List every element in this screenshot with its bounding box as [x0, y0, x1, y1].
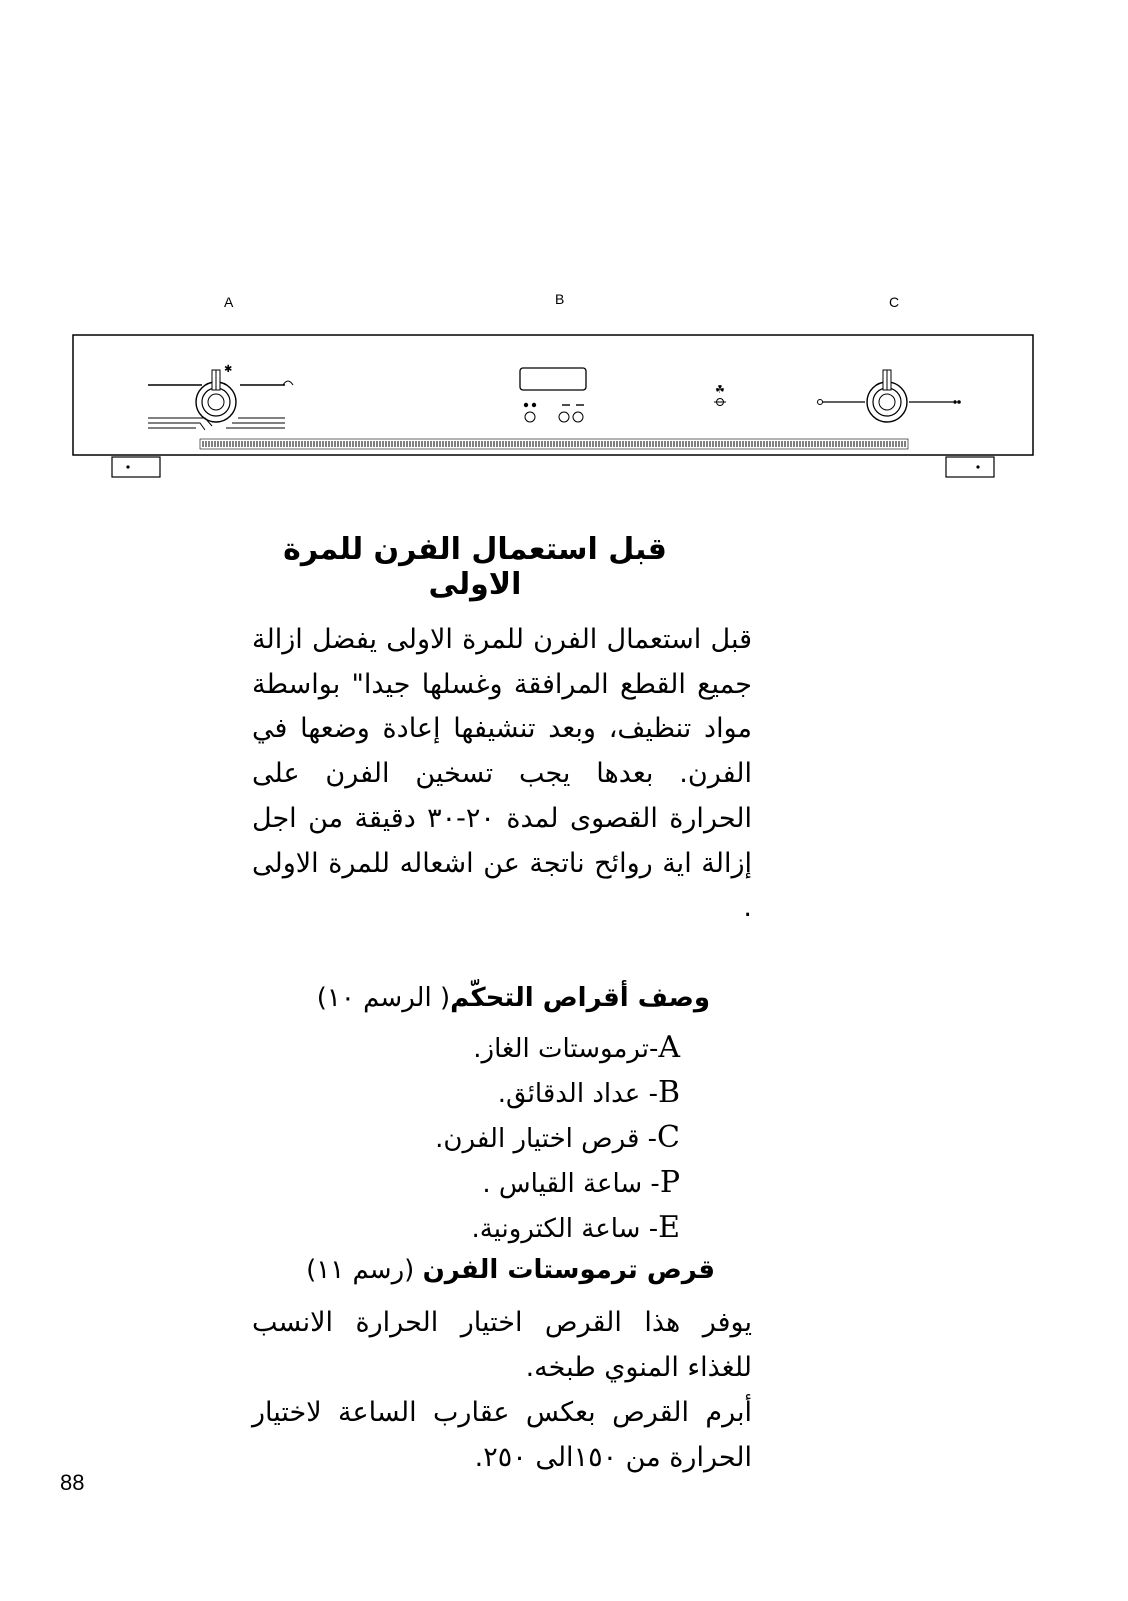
control-letter: B [657, 1075, 680, 1110]
svg-text:✱: ✱ [224, 364, 233, 375]
thermostat-heading [240, 1255, 715, 1285]
fan-symbol [714, 383, 726, 406]
control-letter: A [658, 1030, 680, 1065]
panel-body [73, 335, 1033, 455]
control-letter: C [657, 1120, 680, 1155]
control-letter: P [659, 1165, 680, 1200]
control-description: - عداد الدقائق. [497, 1079, 658, 1109]
controls-heading-title: وصف أقراص التحكّم [450, 983, 710, 1013]
panel-label-c: C [889, 294, 900, 310]
control-description: - ساعة القياس . [482, 1169, 660, 1199]
panel-label-b: B [555, 291, 565, 307]
thermostat-heading-ref: (رسم ١١) [306, 1255, 415, 1285]
panel-foot-left [112, 457, 160, 477]
control-description: - ساعة الكترونية. [471, 1214, 659, 1244]
thermostat-paragraph-1: يوفر هذا القرص اختيار الحرارة الانسب للغذاء المنوي طبخه. [252, 1307, 752, 1383]
control-item-c [260, 1120, 680, 1155]
page-heading: قبل استعمال الفرن للمرة الاولى [283, 532, 667, 602]
control-letter: E [658, 1210, 680, 1245]
panel-foot-right [946, 457, 994, 477]
control-item-p [260, 1165, 680, 1200]
knob-a-gas-thermostat [148, 364, 293, 430]
timer-b-display [520, 368, 586, 422]
controls-heading [240, 983, 710, 1013]
thermostat-paragraph-2: أبرم القرص بعكس عقارب الساعة لاختيار الحرارة من ١٥٠الى ٢٥٠. [252, 1397, 752, 1473]
control-description: - قرص اختيار الفرن. [435, 1124, 658, 1154]
thermostat-heading-title: قرص ترموستات الفرن [422, 1255, 715, 1285]
page-number: 88 [60, 1470, 85, 1495]
control-description: -ترموستات الغاز. [473, 1034, 659, 1064]
svg-text:☘: ☘ [715, 383, 725, 396]
intro-paragraph: قبل استعمال الفرن للمرة الاولى يفضل ازالة جميع القطع المرافقة وغسلها جيدا" بواسطة مواد تنظيف، وبعد تنشيفها إعادة وضعها في الفرن. بعدها يجب تسخين الفرن على الحرارة القصوى لمدة ٢٠-٣٠ دقيقة من اجل إزالة اية روائح ناتجة عن اشعاله للمرة الاولى . [252, 624, 752, 924]
oven-control-panel-drawing [0, 330, 1128, 490]
control-item-a [260, 1030, 680, 1065]
control-item-e [260, 1210, 680, 1245]
controls-heading-ref: ( الرسم ١٠) [316, 983, 451, 1013]
control-item-b [260, 1075, 680, 1110]
panel-label-a: A [224, 294, 234, 310]
knob-c-oven-selector [818, 370, 961, 422]
